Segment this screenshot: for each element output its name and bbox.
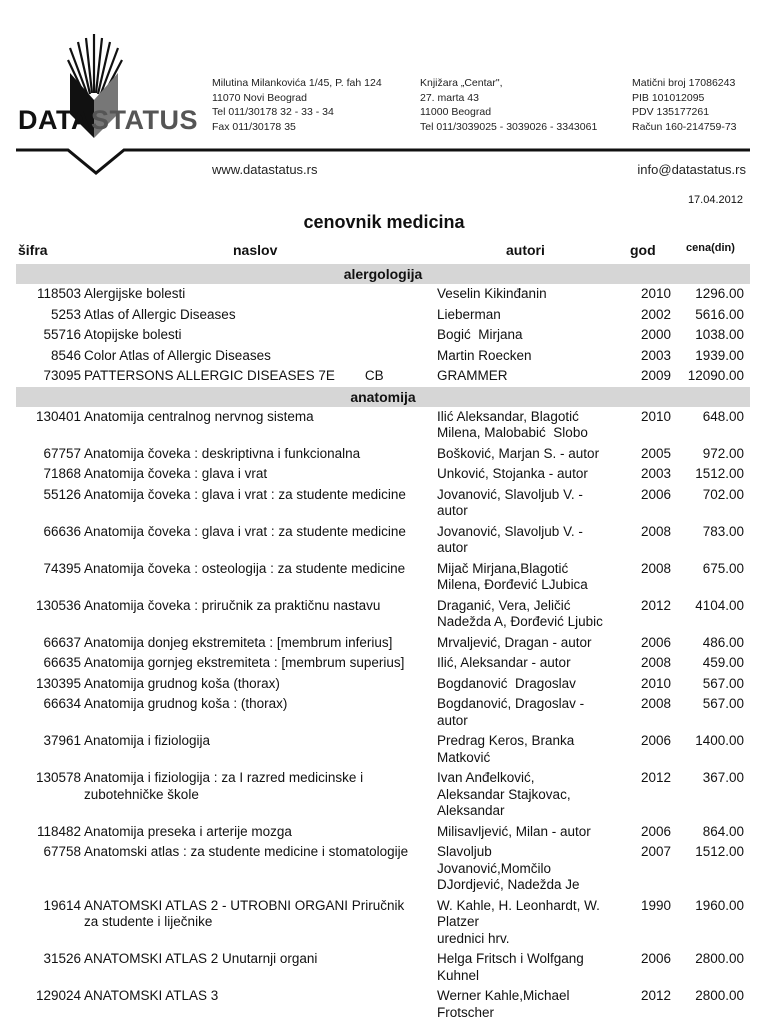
item-title: Anatomija i fiziologija : za I razred medicinske i zubotehničke škole [84,770,364,802]
item-authors: Mrvaljević, Dragan - autor [437,634,592,650]
item-code: 71868 [43,466,81,481]
item-authors: Slavoljub Jovanović,Momčilo DJordjević, Nadežda Je [437,844,580,892]
item-title: Anatomija čoveka : deskriptivna i funkcionalna [84,445,361,461]
price-table [16,264,750,1023]
item-price: 567.00 [702,675,744,691]
item-code: 67757 [43,445,81,461]
item-price: 702.00 [702,486,744,502]
item-year: 2002 [640,306,671,322]
item-price: 1296.00 [695,286,744,301]
item-code: 130401 [35,408,81,424]
item-code: 73095 [43,368,81,383]
item-code: 118482 [36,823,81,839]
item-year: 2008 [640,655,671,670]
section-header: alergologija [16,264,750,284]
table-row [16,768,750,822]
item-year: 2006 [640,634,671,650]
item-title: Anatomija čoveka : glava i vrat : za studente medicine [84,486,406,502]
item-year: 2012 [640,770,671,785]
item-code: 66634 [43,696,81,711]
table-row [16,674,750,695]
brand-part1: DATA [18,105,91,135]
section-header: anatomija [16,387,750,407]
item-title: Atlas of Allergic Diseases [84,306,236,322]
item-price: 459.00 [702,655,744,670]
table-row [16,822,750,843]
col-header-code: šifra [18,242,48,258]
brand-part2: STATUS [90,105,198,135]
item-authors: Bošković, Marjan S. - autor [437,445,600,461]
item-authors: Lieberman [437,306,501,322]
item-authors: Ivan Anđelković, Aleksandar Stajkovac, Aleksandar [437,770,571,818]
item-year: 2010 [640,286,671,301]
item-code: 8546 [50,347,81,363]
table-row [16,464,750,485]
table-row [16,284,750,305]
item-price: 972.00 [702,445,744,461]
item-year: 2006 [640,486,671,502]
item-authors: GRAMMER [437,368,508,383]
item-code: 55126 [43,486,81,502]
item-code: 37961 [43,733,81,748]
item-code: 67758 [43,844,81,859]
item-price: 1960.00 [695,897,744,913]
table-row [16,305,750,326]
item-authors: W. Kahle, H. Leonhardt, W. Platzer urednici hrv. [437,897,600,946]
item-authors: Helga Fritsch i Wolfgang Kuhnel [437,951,584,983]
item-authors: Bogić Mirjana [437,327,523,342]
item-code: 19614 [43,897,81,913]
item-code: 130395 [35,675,81,691]
item-year: 2003 [640,347,671,363]
item-title: Alergijske bolesti [84,286,186,301]
item-year: 2008 [640,560,671,576]
item-title: ANATOMSKI ATLAS 2 - UTROBNI ORGANI Priručnik za studente i liječnike [84,897,405,929]
company-ids: Matični broj 17086243 PIB 101012095 PDV 135177261 Račun 160-214759-73 [632,77,737,133]
item-year: 2010 [640,408,671,424]
email-link[interactable]: info@datastatus.rs [637,162,746,177]
item-title: Anatomija i fiziologija [84,733,211,748]
table-row [16,444,750,465]
item-title: Anatomija grudnog koša (thorax) [84,675,280,691]
table-row [16,633,750,654]
item-authors: Ilić, Aleksandar - autor [437,655,571,670]
table-row [16,522,750,559]
item-price: 1512.00 [695,844,744,859]
item-year: 2006 [640,951,671,966]
item-price: 1400.00 [695,733,744,748]
col-header-title: naslov [233,242,278,258]
item-year: 2012 [640,988,671,1003]
item-year: 2010 [640,675,671,691]
item-authors: Unković, Stojanka - autor [437,466,588,481]
item-year: 2007 [640,844,671,859]
item-authors: Mijač Mirjana,Blagotić Milena, Đorđević LJubica [437,560,588,592]
item-code: 130536 [35,597,81,613]
item-title: Anatomija čoveka : glava i vrat : za studente medicine [84,523,406,539]
document-title: cenovnik medicina [303,212,465,232]
item-price: 5616.00 [695,306,744,322]
table-row [16,949,750,986]
table-row [16,559,750,596]
item-code: 66636 [43,523,81,539]
item-year: 2003 [640,466,671,481]
item-authors: Werner Kahle,Michael Frotscher [437,988,570,1020]
item-title: Anatomija preseka i arterije mozga [84,823,292,839]
item-year: 2009 [640,368,671,383]
item-price: 567.00 [702,696,744,711]
item-authors: Jovanović, Slavoljub V. - autor [437,523,583,555]
table-row [16,325,750,346]
item-title: Anatomski atlas : za studente medicine i stomatologije [84,844,409,859]
table-row [16,896,750,950]
table-row [16,842,750,896]
item-title: Anatomija čoveka : glava i vrat [84,466,268,481]
item-code: 130578 [35,770,81,785]
document-date: 17.04.2012 [687,194,743,206]
item-authors: Draganić, Vera, Jeličić Nadežda A, Đorđević Ljubic [437,597,603,629]
table-row [16,653,750,674]
table-row [16,366,750,387]
item-year: 1990 [640,897,671,913]
item-year: 2005 [640,445,671,461]
item-authors: Bogdanović Dragoslav [437,675,576,691]
item-price: 486.00 [702,634,744,650]
table-row [16,731,750,768]
item-authors: Bogdanović, Dragoslav - autor [437,696,585,728]
item-price: 675.00 [702,560,744,576]
item-code: 129024 [35,988,81,1003]
col-header-year: god [630,242,656,258]
item-year: 2006 [640,733,671,748]
address-main: Milutina Milankovića 1/45, P. fah 124 11070 Novi Beograd Tel 011/30178 32 - 33 - 34 Fax 011/30178 35 [212,77,382,133]
item-price: 367.00 [702,770,744,785]
item-title: ANATOMSKI ATLAS 3 [84,988,219,1003]
item-authors: Predrag Keros, Branka Matković [437,733,575,765]
item-authors: Jovanović, Slavoljub V. - autor [437,486,583,518]
item-price: 4104.00 [695,597,744,613]
item-year: 2008 [640,696,671,711]
item-code: 74395 [43,560,81,576]
table-row [16,407,750,444]
col-header-price: cena(din) [686,242,735,254]
item-title: Anatomija centralnog nervnog sistema [84,408,314,424]
item-title: Anatomija grudnog koša : (thorax) [84,696,288,711]
item-title: Anatomija čoveka : priručnik za praktičnu nastavu [84,597,381,613]
brand-wordmark [18,105,198,136]
item-title: PATTERSONS ALLERGIC DISEASES 7E CB [84,368,384,383]
address-store: Knjižara „Centar", 27. marta 43 11000 Beograd Tel 011/3039025 - 3039026 - 3343061 [420,77,598,133]
table-row [16,986,750,1023]
item-authors: Milisavljević, Milan - autor [437,823,591,839]
item-price: 1038.00 [695,327,744,342]
item-price: 783.00 [702,523,744,539]
item-code: 5253 [50,306,81,322]
table-row [16,596,750,633]
item-price: 864.00 [702,823,744,839]
item-authors: Martin Roecken [437,347,532,363]
website-link[interactable]: www.datastatus.rs [212,162,318,177]
item-year: 2000 [640,327,671,342]
item-price: 1939.00 [695,347,744,363]
item-authors: Ilić Aleksandar, Blagotić Milena, Malobabić Slobo [437,408,588,440]
table-row [16,346,750,367]
item-title: Color Atlas of Allergic Diseases [84,347,271,363]
item-title: Atopijske bolesti [84,327,182,342]
item-price: 2800.00 [695,988,744,1003]
item-title: Anatomija donjeg ekstremiteta : [membrum inferius] [84,634,393,650]
item-code: 31526 [43,951,81,966]
item-code: 66635 [43,655,81,670]
col-header-authors: autori [506,242,545,258]
item-title: ANATOMSKI ATLAS 2 Unutarnji organi [84,951,318,966]
item-title: Anatomija čoveka : osteologija : za studente medicine [84,560,406,576]
table-row [16,694,750,731]
item-code: 118503 [36,286,81,301]
item-year: 2008 [640,523,671,539]
item-price: 2800.00 [695,951,744,966]
item-authors: Veselin Kikinđanin [437,286,547,301]
item-price: 1512.00 [695,466,744,481]
item-code: 66637 [43,634,81,650]
item-code: 55716 [43,327,81,342]
item-year: 2012 [640,597,671,613]
item-price: 12090.00 [687,368,744,383]
item-price: 648.00 [702,408,744,424]
item-title: Anatomija gornjeg ekstremiteta : [membrum superius] [84,655,405,670]
table-row [16,485,750,522]
item-year: 2006 [640,823,671,839]
